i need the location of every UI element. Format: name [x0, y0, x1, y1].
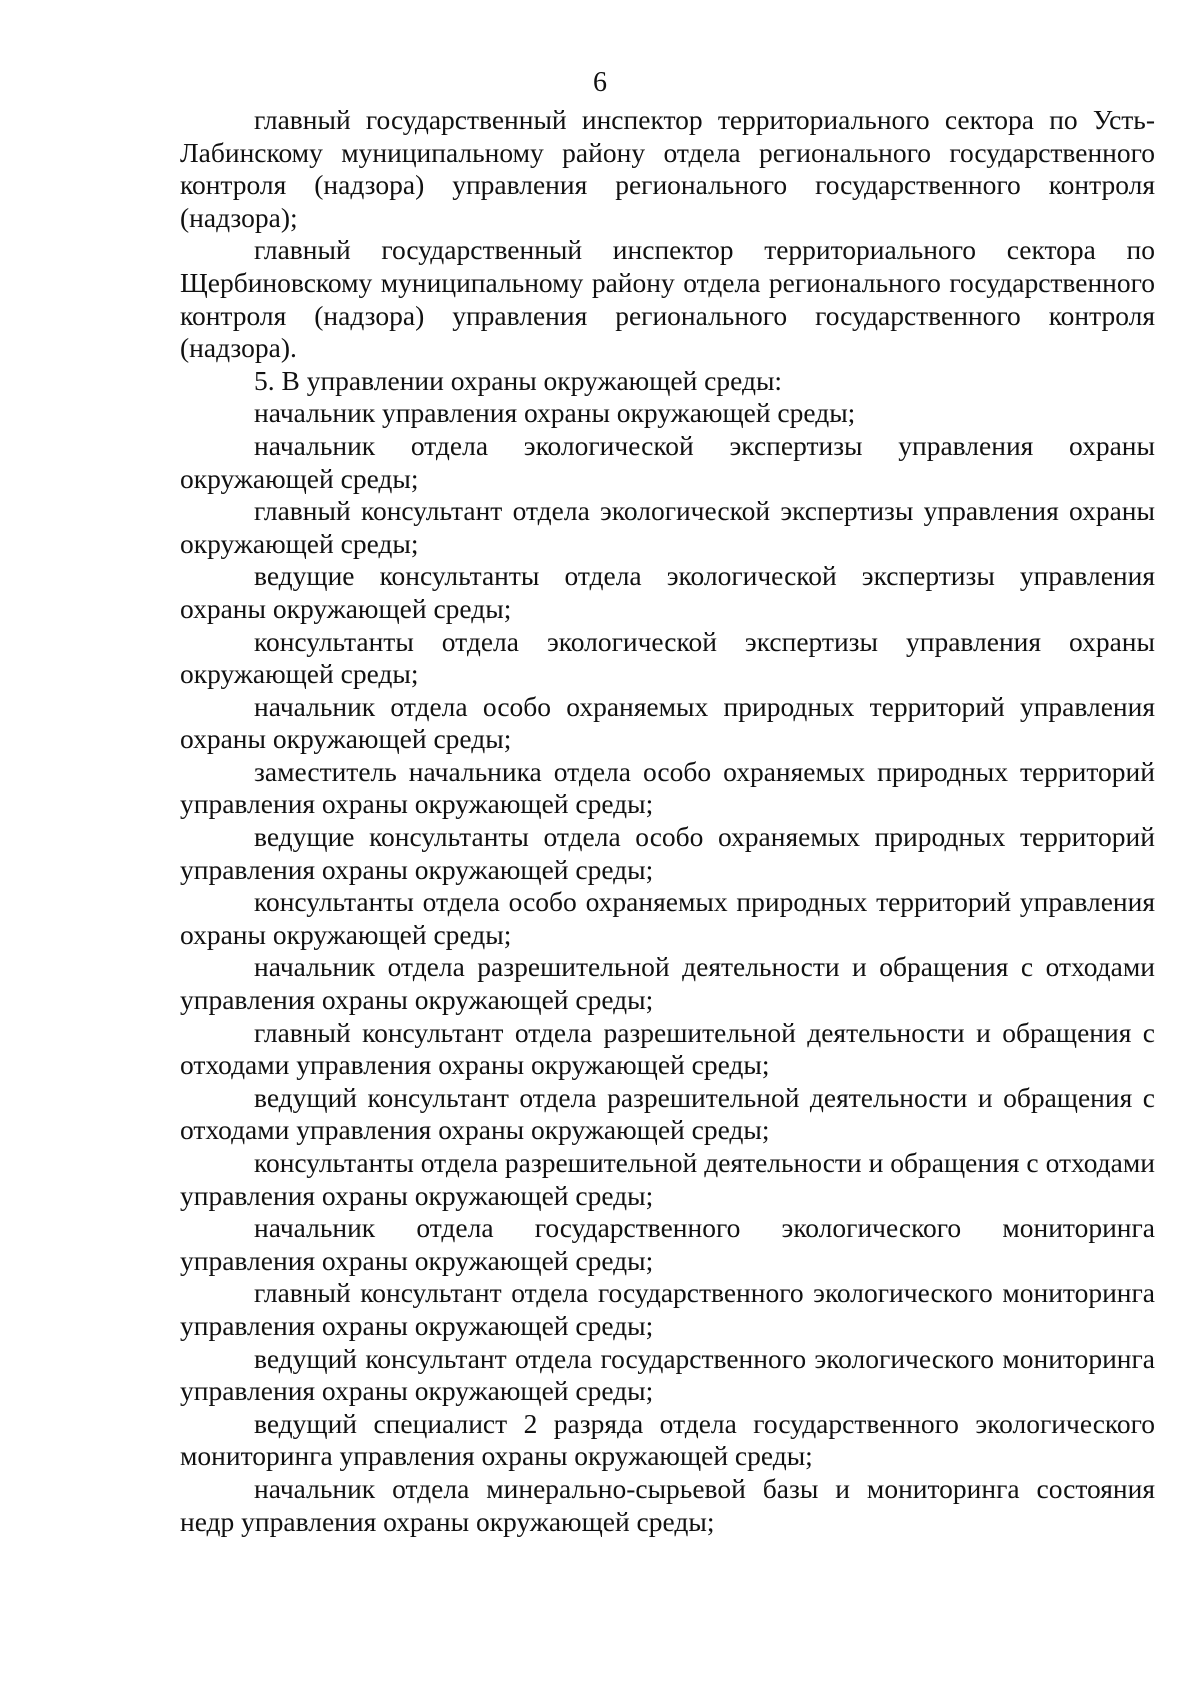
paragraph: главный консультант отдела разрешительной деятельности и обращения с отходами управления охраны окружающей среды; [180, 1016, 1155, 1081]
page-number: 6 [593, 67, 607, 98]
paragraph: ведущие консультанты отдела экологической экспертизы управления охраны окружающей среды; [180, 560, 1155, 624]
paragraph: начальник отдела особо охраняемых природных территорий управления охраны окружающей среды; [180, 690, 1155, 755]
paragraph: начальник отдела минерально-сырьевой базы и мониторинга состояния недр управления охраны окружающей среды; [180, 1472, 1155, 1537]
paragraph: ведущий консультант отдела государственного экологического мониторинга управления охраны окружающей среды; [180, 1342, 1155, 1407]
paragraph: ведущий консультант отдела разрешительной деятельности и обращения с отходами управления охраны окружающей среды; [180, 1081, 1155, 1146]
paragraph: главный консультант отдела государственного экологического мониторинга управления охраны окружающей среды; [180, 1277, 1155, 1341]
paragraph: главный государственный инспектор территориального сектора по Щербиновскому муниципальному району отдела регионального государственного контроля (надзора) управления регионального государственного контроля (надзора). [180, 234, 1155, 364]
paragraph: главный консультант отдела экологической экспертизы управления охраны окружающей среды; [180, 495, 1155, 559]
paragraph: начальник отдела экологической экспертизы управления охраны окружающей среды; [180, 429, 1155, 494]
paragraph: заместитель начальника отдела особо охраняемых природных территорий управления охраны окружающей среды; [180, 755, 1155, 820]
paragraph: ведущие консультанты отдела особо охраняемых природных территорий управления охраны окружающей среды; [180, 821, 1155, 885]
paragraph: начальник отдела разрешительной деятельности и обращения с отходами управления охраны окружающей среды; [180, 951, 1155, 1016]
paragraph: начальник отдела государственного экологического мониторинга управления охраны окружающей среды; [180, 1212, 1155, 1276]
paragraph: ведущий специалист 2 разряда отдела государственного экологического мониторинга управления охраны окружающей среды; [180, 1407, 1155, 1472]
paragraph: начальник управления охраны окружающей среды; [254, 397, 856, 429]
paragraph: главный государственный инспектор территориального сектора по Усть-Лабинскому муниципальному району отдела регионального государственного контроля (надзора) управления регионального государственного контроля (надзора); [180, 104, 1155, 233]
document-body [180, 104, 1155, 1538]
section-heading: 5. В управлении охраны окружающей среды: [254, 364, 783, 396]
paragraph: консультанты отдела экологической экспертизы управления охраны окружающей среды; [180, 625, 1155, 690]
paragraph: консультанты отдела особо охраняемых природных территорий управления охраны окружающей среды; [180, 886, 1155, 950]
paragraph: консультанты отдела разрешительной деятельности и обращения с отходами управления охраны окружающей среды; [180, 1147, 1155, 1211]
